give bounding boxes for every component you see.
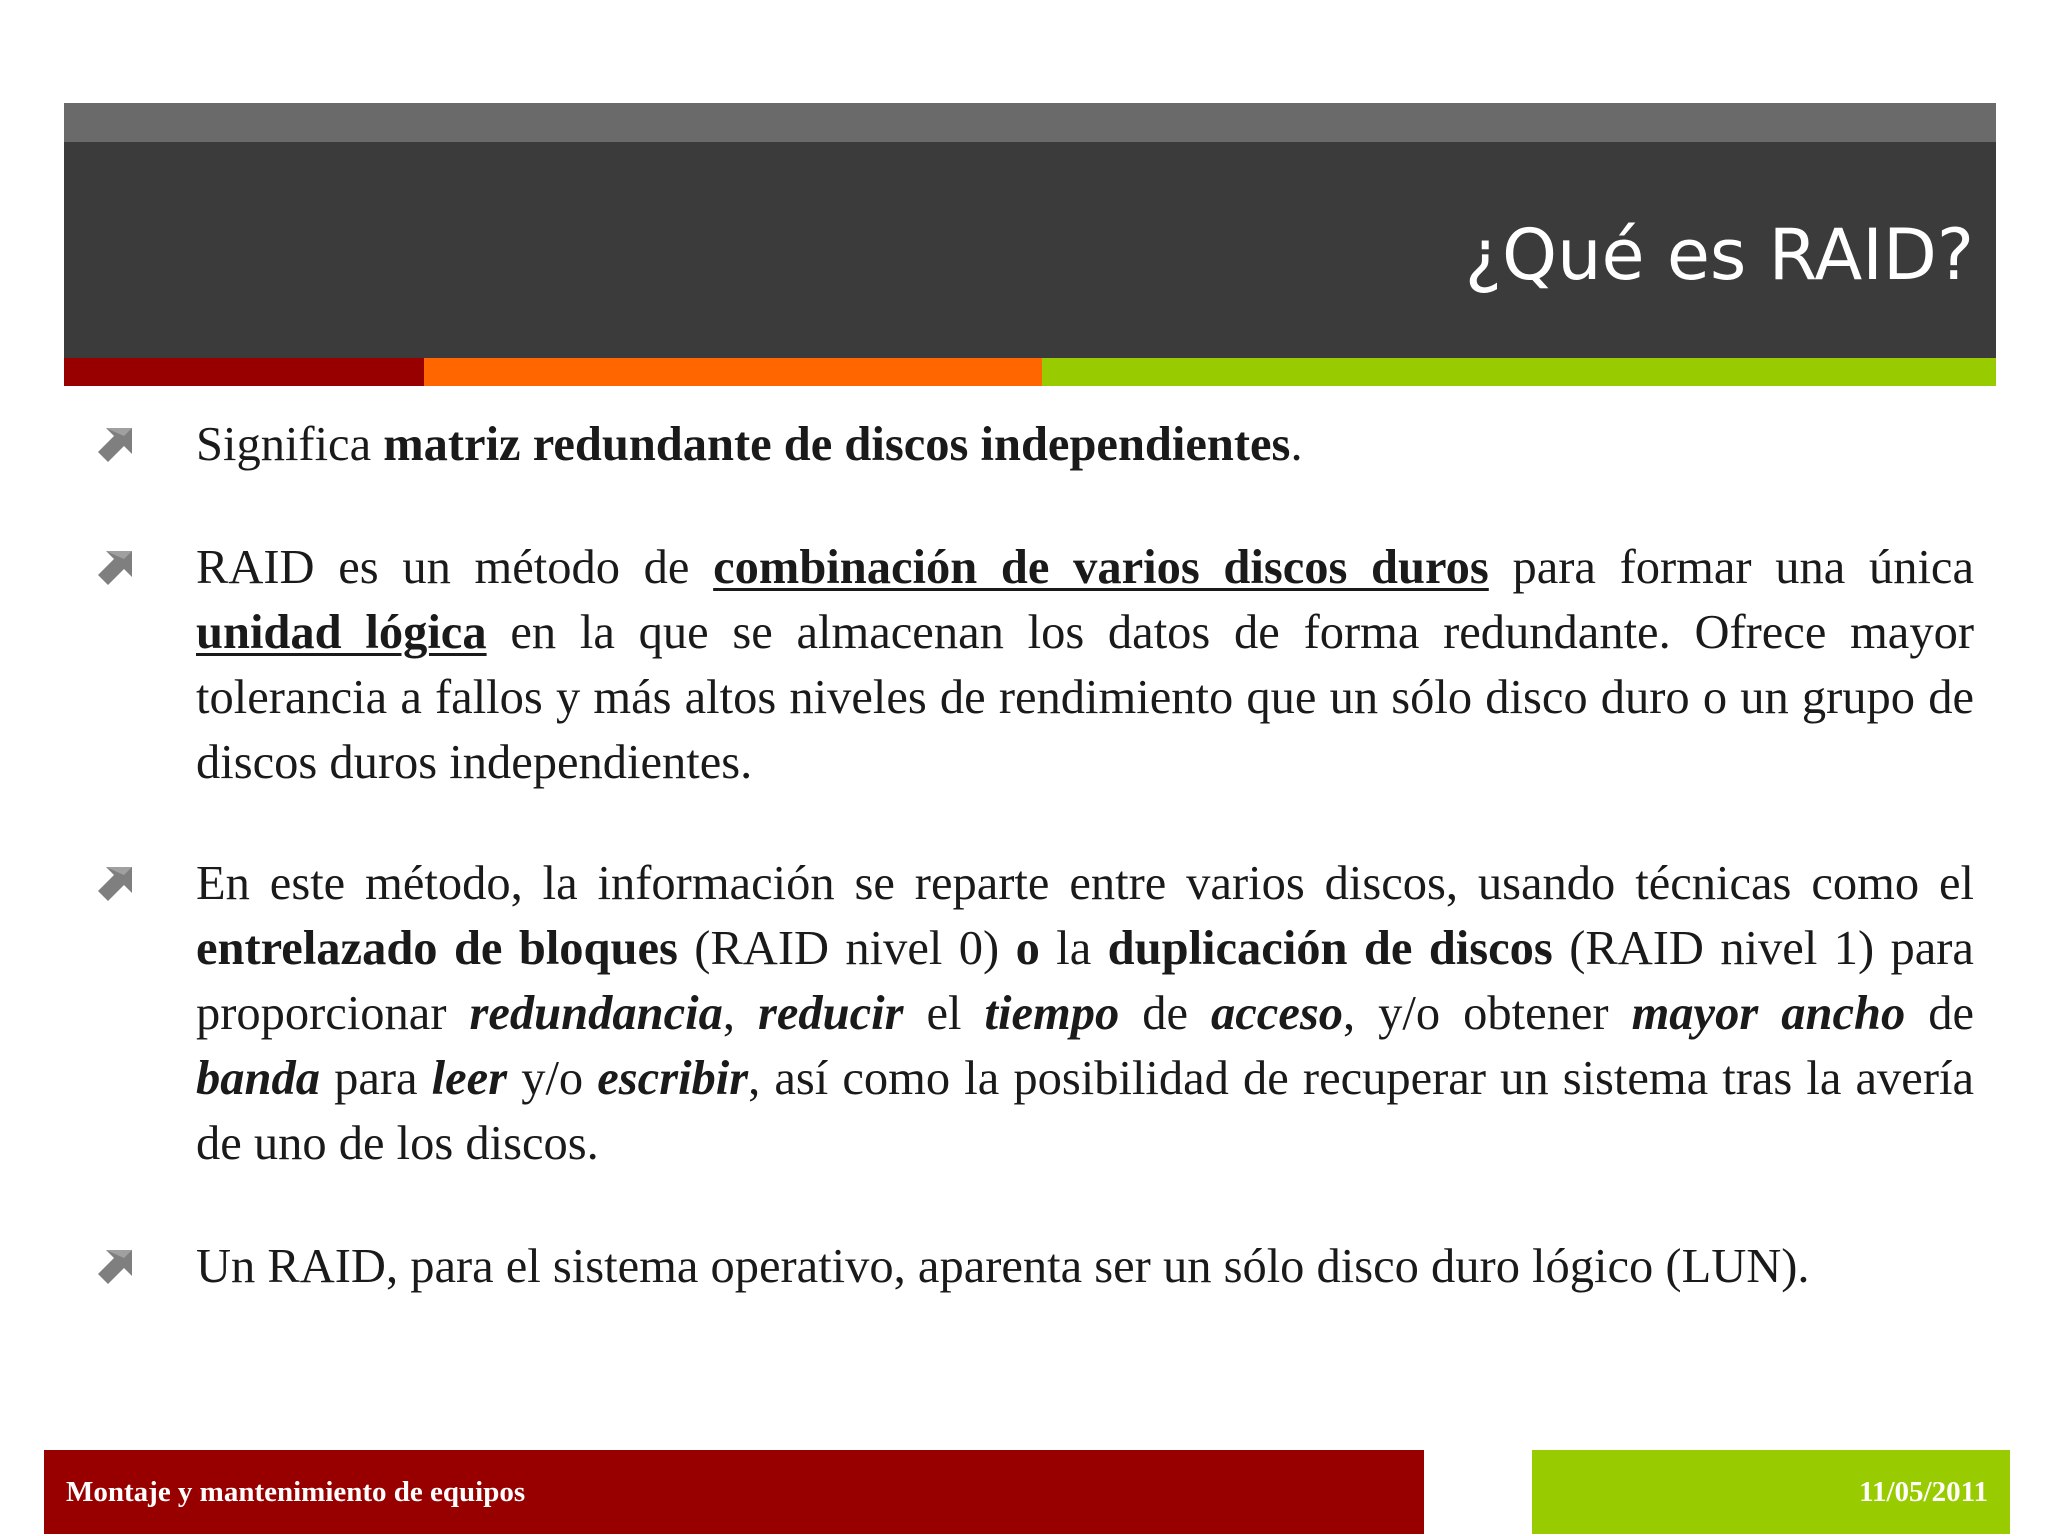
text-run: (RAID nivel 1) para proporcionar (196, 922, 1974, 1040)
arrow-up-right-icon (96, 547, 136, 587)
footer-course-title: Montaje y mantenimiento de equipos (66, 1476, 526, 1508)
text-run: de (1905, 987, 1974, 1040)
text-run: , y/o obtener (1343, 987, 1632, 1040)
bullet-item (196, 412, 1974, 477)
text-run: de (1119, 987, 1212, 1040)
bold-term: entrelazado de bloques (196, 922, 678, 975)
bold-term: matriz redundante de discos independientes (383, 418, 1291, 471)
bold-italic-term: redundancia (469, 987, 723, 1040)
bullet-item (196, 535, 1974, 795)
text-run: y/o (507, 1052, 598, 1105)
text-run: para formar una única (1488, 541, 1974, 594)
footer-left-band (44, 1450, 1424, 1534)
bold-term: duplicación de discos (1107, 922, 1553, 975)
bullet-item (196, 1234, 1974, 1299)
text-run: , (722, 987, 758, 1040)
arrow-up-right-icon (96, 1246, 136, 1286)
bold-italic-term: reducir (757, 987, 904, 1040)
bold-underlined-term: combinación de varios discos duros (713, 541, 1489, 594)
arrow-up-right-icon (96, 863, 136, 903)
bullet-item (196, 851, 1974, 1176)
bold-italic-term: tiempo (984, 987, 1120, 1040)
footer-right-band (1532, 1450, 2010, 1534)
bold-italic-term: acceso (1211, 987, 1343, 1040)
bold-underlined-term: unidad lógica (196, 606, 487, 659)
text-run: en la que se almacenan los datos de forma redundante. Ofrece mayor tolerancia a fallos y más altos niveles de rendimiento que un sólo disco duro o un grupo de discos duros independientes. (196, 606, 1974, 789)
bold-italic-term: leer (431, 1052, 508, 1105)
bold-italic-term: banda (196, 1052, 320, 1105)
text-run: RAID es un método de (196, 541, 714, 594)
bold-italic-term: mayor ancho (1631, 987, 1906, 1040)
footer-date: 11/05/2011 (1859, 1476, 1988, 1508)
slide-title: ¿Qué es RAID? (1464, 214, 1974, 296)
bold-italic-term: escribir (597, 1052, 749, 1105)
text-run: , así como la posibilidad de recuperar un sistema tras la avería de uno de los discos. (196, 1052, 1974, 1170)
text-run: En este método, la información se reparte entre varios discos, usando técnicas como el (196, 857, 1974, 910)
arrow-up-right-icon (96, 424, 136, 464)
text-run: (RAID nivel 0) (677, 922, 1016, 975)
text-run: para (319, 1052, 432, 1105)
text-run: el (903, 987, 985, 1040)
text-run: la (1039, 922, 1108, 975)
text-run: . (1290, 418, 1303, 471)
text-run: Significa (196, 418, 384, 471)
bold-term: o (1015, 922, 1040, 975)
text-run: Un RAID, para el sistema operativo, aparenta ser un sólo disco duro lógico (LUN). (196, 1240, 1810, 1293)
